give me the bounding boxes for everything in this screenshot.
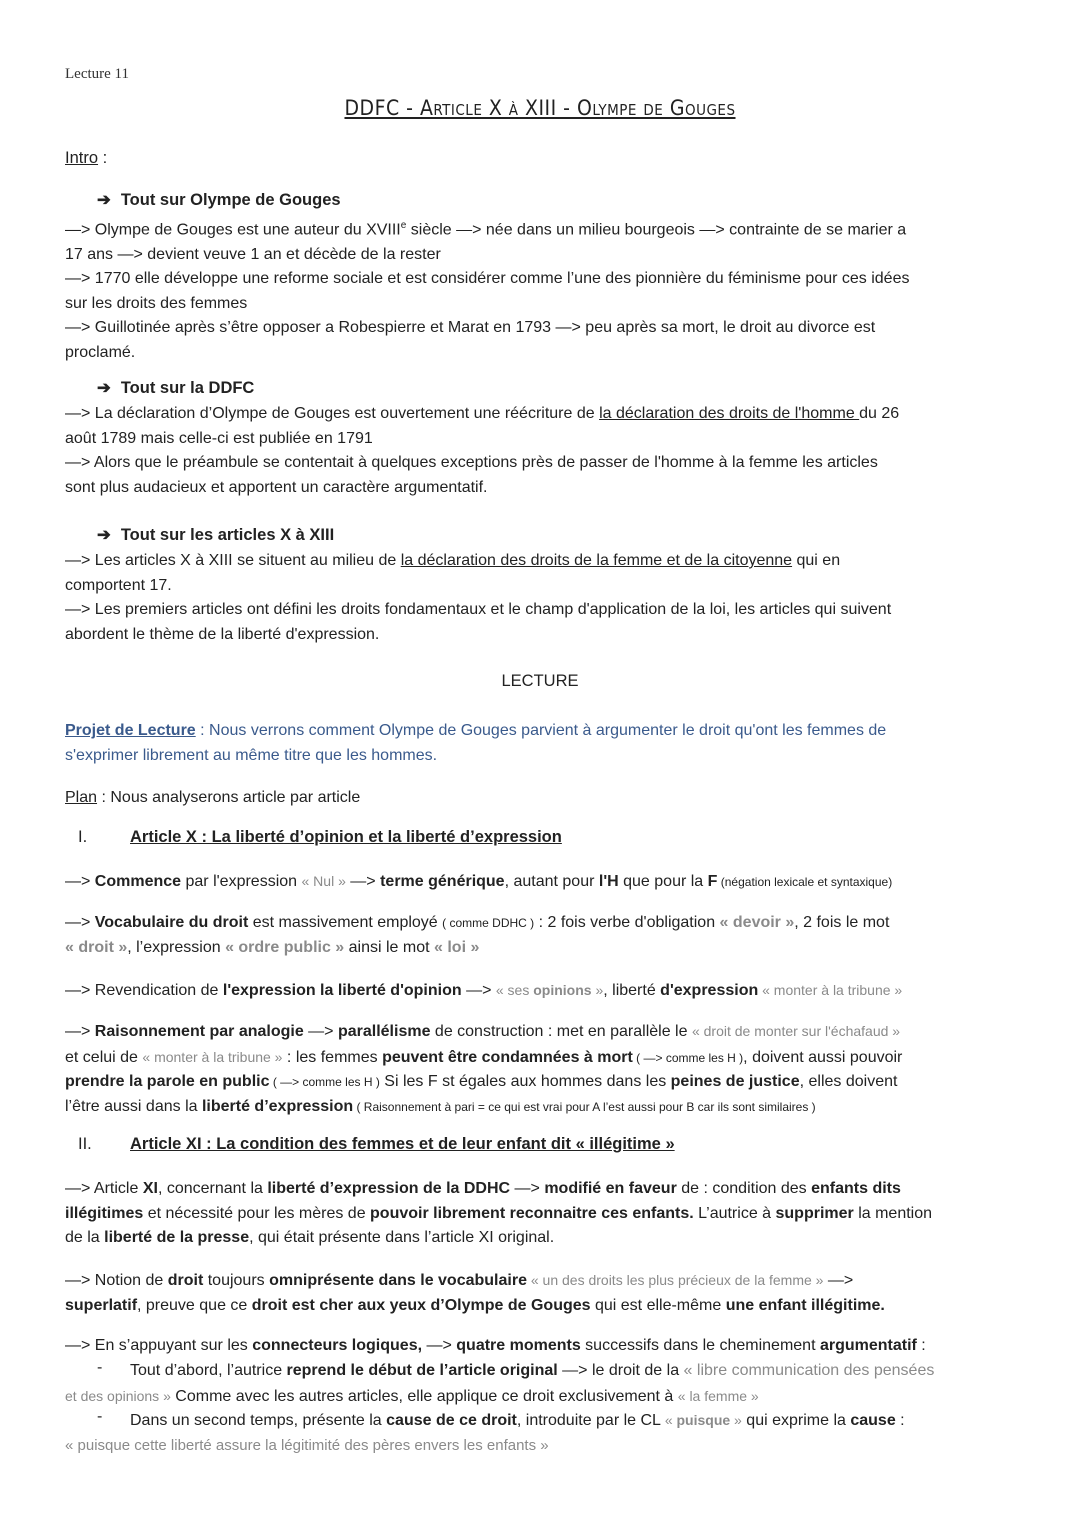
projet-de-lecture: Projet de Lecture : Nous verrons comment Olympe de Gouges parvient à argumenter le droit qu'ont les femmes de s'exprimer librement au même titre que les hommes. <box>65 722 887 764</box>
section-number: I. <box>78 828 88 846</box>
section-number: II. <box>78 1135 92 1153</box>
intro-articles-text: —> Les articles X à XIII se situent au milieu de la déclaration des droits de la femme et de la citoyenne qui en comportent 17. —> Les premiers articles ont défini les droits fondamentaux et le champ d'application de la loi, les articles qui suivent abordent le thème de la liberté d'expression. <box>65 552 892 643</box>
lecture-number: Lecture 11 <box>65 66 129 82</box>
article-xi-point-1: —> Article XI, concernant la liberté d’expression de la DDHC —> modifié en faveur de : condition des enfants dits illégitimes et nécessité pour les mères de pouvoir librement reconnaitre ces enfants. L’autrice à supprimer la mention de la liberté de la presse, qui était présente dans l’article XI original. <box>65 1180 933 1246</box>
article-x-point-1: —> Commence par l'expression « Nul » —> terme générique, autant pour l'H que pour la F (négation lexicale et syntaxique) <box>65 873 893 890</box>
bullet-dash: - <box>97 1359 103 1376</box>
intro-heading: Intro : <box>65 149 108 167</box>
article-xi-point-3: —> En s’appuyant sur les connecteurs logiques, —> quatre moments successifs dans le cheminement argumentatif : <box>65 1337 926 1354</box>
document-title: DDFC - Article X à XIII - Olympe de Gouges <box>344 96 736 120</box>
arrow-right-icon: ➔ <box>97 526 111 544</box>
intro-subheading-ddfc: ➔ Tout sur la DDFC <box>97 379 255 397</box>
article-x-point-4: —> Raisonnement par analogie —> parallélisme de construction : met en parallèle le « droit de monter sur l'échafaud » et celui de « monter à la tribune » : les femmes peuvent être condamnées à mort ( —> comme les H ), doivent aussi pouvoir prendre la parole en public ( —> comme les H ) Si les F st égales aux hommes dans les peines de justice, elles doivent l’être aussi dans la liberté d’expression ( Raisonnement à pari = ce qui est vrai pour A l’est aussi pour B car ils sont similaires ) <box>65 1023 903 1115</box>
article-xi-point-2: —> Notion de droit toujours omniprésente dans le vocabulaire « un des droits les plus précieux de la femme » —> superlatif, preuve que ce droit est cher aux yeux d’Olympe de Gouges qui est elle-même une enfant illégitime. <box>65 1272 885 1314</box>
article-xi-bullet-2: Dans un second temps, présente la cause de ce droit, introduite par le CL « puisque » qui exprime la cause : « puisque cette liberté assure la légitimité des pères envers les enfants » <box>65 1412 905 1454</box>
article-x-point-2: —> Vocabulaire du droit est massivement employé ( comme DDHC ) : 2 fois verbe d'obligation « devoir », 2 fois le mot « droit », l’expression « ordre public » ainsi le mot « loi » <box>65 914 890 956</box>
section-title-article-xi: Article XI : La condition des femmes et de leur enfant dit « illégitime » <box>130 1135 675 1153</box>
section-title-article-x: Article X : La liberté d’opinion et la liberté d’expression <box>130 828 562 846</box>
arrow-right-icon: ➔ <box>97 191 111 209</box>
intro-subheading-olympe: ➔ Tout sur Olympe de Gouges <box>97 191 341 209</box>
arrow-right-icon: ➔ <box>97 379 111 397</box>
intro-ddfc-text: —> La déclaration d’Olympe de Gouges est ouvertement une réécriture de la déclaration des droits de l'homme du 26 août 1789 mais celle-ci est publiée en 1791 —> Alors que le préambule se contentait à quelques exceptions près de passer de l'homme à la femme les articles sont plus audacieux et apportent un caractère argumentatif. <box>65 405 900 496</box>
article-x-point-3: —> Revendication de l'expression la liberté d'opinion —> « ses opinions », liberté d'expression « monter à la tribune » <box>65 982 903 999</box>
intro-subheading-articles: ➔ Tout sur les articles X à XIII <box>97 526 335 544</box>
plan: Plan : Nous analyserons article par article <box>65 789 361 806</box>
lecture-heading: LECTURE <box>501 672 579 690</box>
bullet-dash: - <box>97 1408 103 1425</box>
intro-olympe-text: —> Olympe de Gouges est une auteur du XVIIIe siècle —> née dans un milieu bourgeois —> contrainte de se marier a 17 ans —> devient veuve 1 an et décède de la rester —> 1770 elle développe une reforme sociale et est considérer comme l’une des pionnière du féminisme pour ces idées sur les droits des femmes —> Guillotinée après s’être opposer a Robespierre et Marat en 1793 —> peu après sa mort, le droit au divorce est proclamé. <box>65 220 910 361</box>
article-xi-bullet-1: Tout d’abord, l’autrice reprend le début de l’article original —> le droit de la « libre communication des pensées et des opinions » Comme avec les autres articles, elle applique ce droit exclusivement à « la femme » <box>65 1362 935 1405</box>
